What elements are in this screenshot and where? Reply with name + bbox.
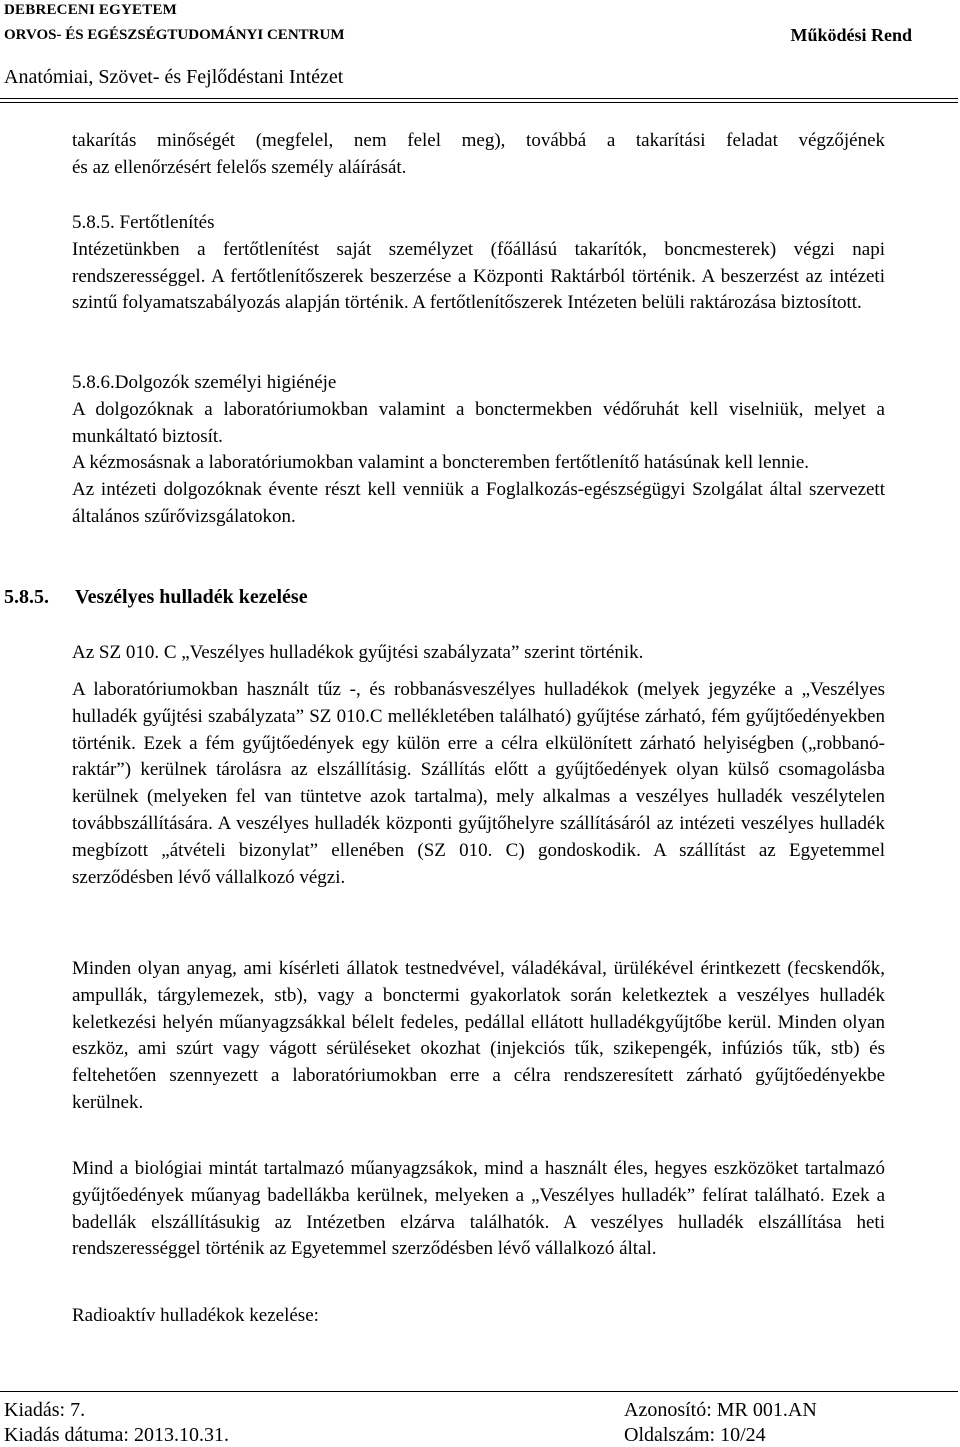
- section-heading-disinfection: 5.8.5. Fertőtlenítés: [72, 212, 215, 233]
- waste-reference-text: Az SZ 010. C „Veszélyes hulladékok gyűjtési szabályzata” szerint történik.: [72, 642, 644, 663]
- waste-paragraph-1: [72, 677, 885, 891]
- radioactive-waste-text: Radioaktív hulladékok kezelése:: [72, 1305, 319, 1326]
- edition-date: Kiadás dátuma: 2013.10.31.: [4, 1424, 229, 1446]
- continuation-line-2: és az ellenőrzésért felelős személy aláírását.: [72, 156, 407, 178]
- edition: Kiadás: 7.: [4, 1399, 86, 1421]
- section-personal-hygiene: [72, 370, 885, 531]
- radioactive-waste-heading: [72, 1303, 885, 1330]
- department-name: Anatómiai, Szövet- és Fejlődéstani Intézet: [4, 66, 344, 88]
- section-number: 5.8.5.: [4, 586, 49, 608]
- section-title: Veszélyes hulladék kezelése: [75, 586, 308, 608]
- header-rule-top: [0, 98, 958, 99]
- waste-paragraph-3: [72, 1156, 885, 1263]
- document-identifier: Azonosító: MR 001.AN: [624, 1399, 817, 1421]
- section-heading-hygiene: 5.8.6.Dolgozók személyi higiénéje: [72, 372, 337, 393]
- page-number: Oldalszám: 10/24: [624, 1424, 766, 1446]
- hygiene-paragraph-1: A dolgozóknak a laboratóriumokban valamint a bonctermekben védőruhát kell viselniük, melyet a munkáltató biztosít.: [72, 398, 885, 447]
- disinfection-text: Intézetünkben a fertőtlenítést saját személyzet (főállású takarítók, boncmesterek) végzi napi rendszerességgel. A fertőtlenítőszerek beszerzése a Központi Raktárból történik. A beszerzést az intézeti szintű folyamatszabályozás alapján történik. A fertőtlenítőszerek Intézeten belüli raktározása biztosított.: [72, 238, 885, 314]
- continuation-line-1: takarítás minőségét (megfelel, nem felel meg), továbbá a takarítási feladat végzőjének: [72, 130, 885, 151]
- hygiene-paragraph-3: Az intézeti dolgozóknak évente részt kell venniük a Foglalkozás-egészségügyi Szolgálat által szervezett általános szűrővizsgálatokon.: [72, 479, 885, 527]
- section-heading-hazardous-waste: [4, 586, 308, 609]
- waste-paragraph-1-text: A laboratóriumokban használt tűz -, és robbanásveszélyes hulladékok (melyek jegyzéke a „Veszélyes hulladék gyűjtési szabályzata” SZ 010.C mellékletében található) gyűjtése zárható, fém gyűjtőedényekben történik. Ezek a fém gyűjtőedények egy külön erre a célra elkülönített zárható helyiségben („robbanó-raktár”) kerülnek tárolásra az elszállításig. Szállítás előtt a gyűjtőedények olyan külső csomagolásba kerülnek (melyeken fel van tüntetve azok tartalma), mely alkalmas a veszélyes hulladék veszélytelen továbbszállítására. A veszélyes hulladék központi gyűjtőhelyre szállításáról az intézeti veszélyes hulladék megbízott „átvételi bizonylat” ellenében (SZ 010. C) gondoskodik. A szállítást az Egyetemmel szerződésben lévő vállalkozó végzi.: [72, 679, 885, 888]
- header-rule-bottom: [0, 102, 958, 103]
- center-name: ORVOS- ÉS EGÉSZSÉGTUDOMÁNYI CENTRUM: [4, 27, 345, 43]
- footer-rule: [0, 1391, 958, 1392]
- document-type: Működési Rend: [790, 25, 912, 45]
- continuation-paragraph: [72, 128, 885, 182]
- waste-paragraph-2-text: Minden olyan anyag, ami kísérleti állatok testnedvével, váladékával, ürülékével érintkezett (fecskendők, ampullák, tárgylemezek, stb), vagy a bonctermi gyakorlatok során keletkeztek a veszélyes hulladék keletkezési helyén műanyagzsákkal bélelt fedeles, pedállal ellátott hulladékgyűjtőbe kerül. Minden olyan eszköz, ami szúrt vagy vágott sérüléseket okozhat (injekciós tűk, szikepengék, infúziós tűk, stb) és feltehetően szennyezett a laboratóriumokban erre a célra rendszeresített zárható gyűjtőedényekbe kerülnek.: [72, 958, 885, 1113]
- waste-paragraph-2: [72, 956, 885, 1117]
- section-disinfection: [72, 210, 885, 317]
- institution-name: DEBRECENI EGYETEM: [4, 2, 178, 18]
- hygiene-paragraph-2: A kézmosásnak a laboratóriumokban valamint a boncteremben fertőtlenítő hatásúnak kell lennie.: [72, 452, 810, 474]
- waste-paragraph-3-text: Mind a biológiai mintát tartalmazó műanyagzsákok, mind a használt éles, hegyes eszközöket tartalmazó gyűjtőedények műanyag badellákba kerülnek, melyeken a „Veszélyes hulladék” felírat található. Ezek a badellák elszállításukig az Intézetben elzárva találhatók. A veszélyes hulladék elszállítása heti rendszerességgel történik az Egyetemmel szerződésben lévő vállalkozó által.: [72, 1158, 885, 1260]
- waste-reference: [72, 640, 885, 667]
